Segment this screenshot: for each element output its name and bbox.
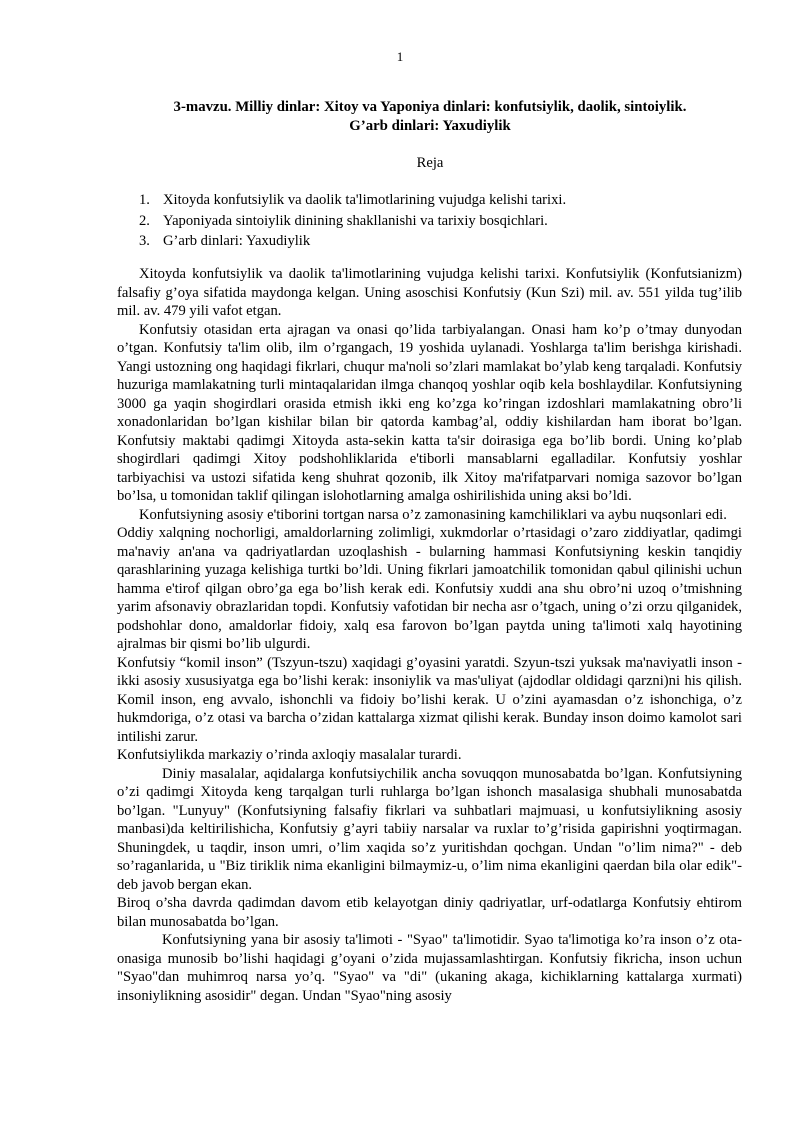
plan-item — [139, 231, 759, 252]
body-paragraph: Konfutsiyning yana bir asosiy ta'limoti - "Syao" ta'limotidir. Syao ta'limotiga ko’ra inson o’z ota-onasiga munosib bo’lishi haqidagi g’oyani o’zida mujassamlashtirgan. Konfutsiy fikricha, inson uchun "Syao"dan muhimroq narsa yo’q. "Syao" va "di" (ukaning akaga, kichiklarning kattalarga xurmati) insoniylikning asosidir" degan. Undan "Syao"ning asosiy — [117, 932, 742, 1004]
body-paragraph: Konfutsiy “komil inson” (Tszyun-tszu) xaqidagi g’oyasini yaratdi. Szyun-tszi yuksak ma'naviyatli inson - ikki asosiy xususiyatga ega bo’lishi kerak: insoniylik va mas'uliyat (ajdodlar oldidagi qarzni)ni his qilish. Komil inson, eng avvalo, ishonchli va fidoiy bo’lishi kerak. U o’zini ayamasdan o’z ishonchiga, o’z hukmdoriga, o’z otasi va barcha o’zidan kattalarga xizmat qilishi kerak. Bunday inson doimo kamolot sari intilishi zarur. — [117, 654, 742, 745]
plan-item-text: G’arb dinlari: Yaxudiylik — [163, 233, 311, 249]
plan-item-text: Xitoyda konfutsiylik va daolik ta'limotlarining vujudga kelishi tarixi. — [163, 192, 567, 208]
plan-item-number: 1. — [139, 192, 150, 208]
body-paragraph: Xitoyda konfutsiylik va daolik ta'limotlarining vujudga kelishi tarixi. Konfutsiylik (Konfutsianizm) falsafiy g’oya sifatida maydonga kelgan. Uning asoschisi Konfutsiy (Kun Szi) mil. av. 551 yilda tug’ilib mil. av. 479 yili vafot etgan. — [117, 266, 742, 319]
body-paragraph: Biroq o’sha davrda qadimdan davom etib kelayotgan diniy qadriyatlar, urf-odatlarga Konfutsiy ehtirom bilan munosabatda bo’lgan. — [117, 895, 742, 930]
document-body — [117, 265, 742, 1005]
plan-item — [139, 190, 759, 211]
plan-item-number: 2. — [139, 212, 150, 229]
title-line-1: 3-mavzu. Milliy dinlar: Xitoy va Yaponiya dinlari: konfutsiylik, daolik, sintoiylik. — [173, 99, 687, 115]
plan-item — [139, 211, 759, 232]
body-paragraph: Konfutsiy otasidan erta ajragan va onasi qo’lida tarbiyalangan. Onasi ham ko’p o’tmay dunyodan o’tgan. Konfutsiy ta'lim olib, ilm o’rgangach, 19 yoshida uylanadi. Yoshlarga ta'lim berishga kirishadi. Yangi ustozning ong haqidagi fikrlari, chuqur ma'noli so’zlari mamlakat bo’ylab keng tarqaladi. Konfutsiy huzuriga mamlakatning turli mintaqalaridan ilmga chanqoq yoshlar oqib kela boshlaydilar. Konfutsiyning 3000 ga yaqin shogirdlari orasida etmish ikki eng ko’zga ko’ringan izdoshlari mamlakatning obro’li xonadonlaridan bo’lgan kishilar bilan bir qatorda kambag’al, oddiy kishilardan ham iborat bo’lgan. Konfutsiy maktabi qadimgi Xitoyda asta-sekin katta ta'sir doirasiga ega bo’lib bordi. Uning ko’plab shogirdlari qadimgi Xitoy podshohliklarida e'tiborli mansablarni egalladilar. Konfutsiy yoshlar tarbiyachisi va ustozi sifatida keng shuhrat qozonib, ilk Xitoy ma'rifatparvari nomiga sazovor bo’lgan bo’lsa, u tomonidan taklif qilingan islohotlarning amalga oshirilishida uning aksi bo’ldi. — [117, 321, 742, 504]
body-paragraph: Konfutsiylikda markaziy o’rinda axloqiy masalalar turardi. — [117, 747, 462, 763]
plan-list — [139, 190, 759, 252]
page-number: 1 — [396, 49, 404, 64]
plan-heading: Reja — [416, 155, 444, 171]
body-paragraph: Diniy masalalar, aqidalarga konfutsiychilik ancha sovuqqon munosabatda bo’lgan. Konfutsiyning o’zi qadimgi Xitoyda keng tarqalgan turli ruhlarga bo’lgan ishonch masalasiga shubhali munosabatda bo’lgan. "Lunyuy" (Konfutsiyning falsafiy fikrlari va suhbatlari majmuasi, u konfutsiylikning asosiy manbasi)da keltirilishicha, Konfutsiy g’ayri tabiiy narsalar va ruxlar to’g’risida gapirishni yoqtirmagan. Shuningdek, u taqdir, inson umri, o’lim xaqida so’z yuritishdan qochgan. Undan "o’lim nima?" - deb so’raganlarida, u "Biz tiriklik nima ekanligini bilmaymiz-u, o’lim nima ekanligini qaerdan bila olar edik"- deb javob bergan ekan. — [117, 765, 742, 893]
plan-item-text: Yaponiyada sintoiylik dinining shakllanishi va tarixiy bosqichlari. — [163, 212, 548, 229]
document-title — [118, 98, 742, 136]
body-paragraph: Konfutsiyning asosiy e'tiborini tortgan narsa o’z zamonasining kamchiliklari va aybu nuqsonlari edi. — [139, 506, 727, 523]
title-line-2: G’arb dinlari: Yaxudiylik — [349, 118, 511, 134]
plan-item-number: 3. — [139, 233, 150, 249]
body-paragraph: Oddiy xalqning nochorligi, amaldorlarning zolimligi, xukmdorlar o’rtasidagi o’zaro ziddiyatlar, qadimgi ma'naviy an'ana va qadriyatlardan uzoqlashish - bularning hammasi Konfutsiyning keskin tanqidiy qarashlarining yuzaga kelishiga turtki bo’ldi. Uning fikrlari jamoatchilik tomonidan qabul qilinishi uchun hamma e'tirof qilgan obro’ga ega bo’lish kerak edi. Konfutsiy xuddi ana shu obro’ni uzoq o’tmishning yarim afsonaviy obrazlaridan topdi. Konfutsiy vafotidan bir necha asr o’tgach, uning o’zi orzu qilganidek, podshohlar dono, amaldorlar fidoiy, xalq esa farovon bo’lgan paytda uning ta'limoti xalq hayotining ajralmas bir qismi bo’lib ulgurdi. — [117, 525, 742, 652]
